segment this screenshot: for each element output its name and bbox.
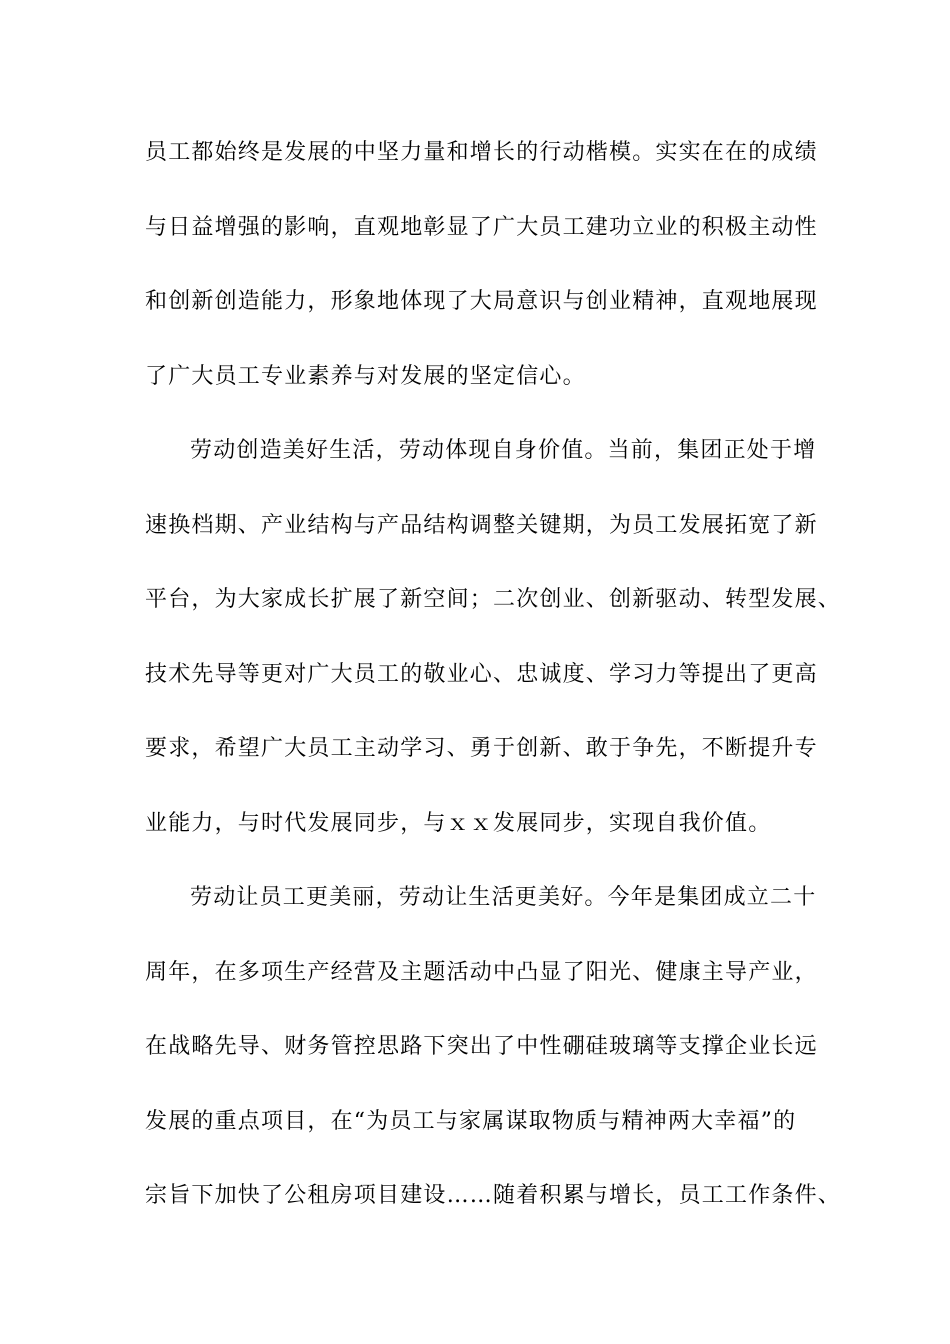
paragraph-first-line: 劳动创造美好生活，劳动体现自身价值。当前，集团正处于增 <box>190 438 817 463</box>
paragraph-first-line: 劳动让员工更美丽，劳动让生活更美好。今年是集团成立二十 <box>190 885 817 910</box>
paragraph-line: 和创新创造能力，形象地体现了大局意识与创业精神，直观地展现 <box>145 289 818 314</box>
paragraph-line: 要求，希望广大员工主动学习、勇于创新、敢于争先，不断提升专 <box>145 736 818 761</box>
paragraph-line: 员工都始终是发展的中坚力量和增长的行动楷模。实实在在的成绩 <box>145 140 818 165</box>
paragraph-line: 周年，在多项生产经营及主题活动中凸显了阳光、健康主导产业， <box>145 960 818 985</box>
paragraph-line: 平台，为大家成长扩展了新空间；二次创业、创新驱动、转型发展、 <box>145 587 842 612</box>
paragraph-line: 技术先导等更对广大员工的敬业心、忠诚度、学习力等提出了更高 <box>145 662 818 687</box>
paragraph-line: 了广大员工专业素养与对发展的坚定信心。 <box>145 364 586 389</box>
paragraph-line: 发展的重点项目，在“为员工与家属谋取物质与精神两大幸福”的 <box>145 1109 797 1134</box>
paragraph-line: 宗旨下加快了公租房项目建设……随着积累与增长，员工工作条件、 <box>145 1183 842 1208</box>
paragraph-line: 业能力，与时代发展同步，与ｘｘ发展同步，实现自我价值。 <box>145 811 772 836</box>
paragraph-line: 与日益增强的影响，直观地彰显了广大员工建功立业的积极主动性 <box>145 215 818 240</box>
paragraph-line: 在战略先导、财务管控思路下突出了中性硼硅玻璃等支撑企业长远 <box>145 1034 818 1059</box>
paragraph-line: 速换档期、产业结构与产品结构调整关键期，为员工发展拓宽了新 <box>145 513 818 538</box>
